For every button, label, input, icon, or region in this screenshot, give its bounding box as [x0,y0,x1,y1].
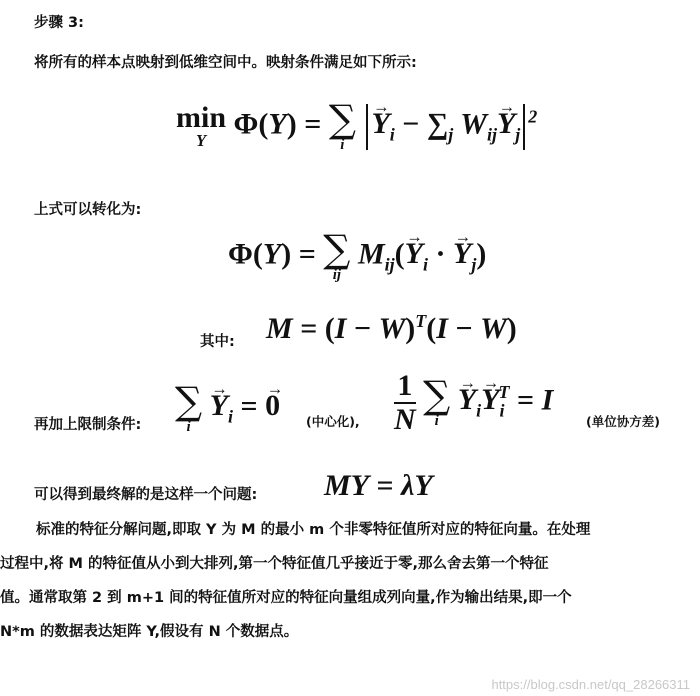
transform-note: 上式可以转化为: [34,202,142,218]
equation-unit-covariance: $\frac{1}{N}$ ∑ i → $Y_i\to Y_i^T = I$ [394,370,553,435]
final-problem-label: 可以得到最终解的是这样一个问题: [34,487,258,503]
equation-objective: min Y Φ(Y) = ∑ i → $Y_i - \sum_j$ $W_{ij}\to Y_j^2$ [176,100,537,153]
equation-m-definition: $M = (I - W)^T(I - W)$ [266,311,517,345]
center-note: (中心化), [306,414,360,429]
equation-transformed: Φ(Y) = ∑ ij $M_{ij}(\to Y_i$ · → $Y_j$) [228,230,486,283]
unit-cov-note: (单位协方差) [586,414,660,429]
constraint-label: 再加上限制条件: [34,417,142,433]
paragraph-line: N*m 的数据表达矩阵 Y,假设有 N 个数据点。 [0,624,299,640]
watermark-url: https://blog.csdn.net/qq_28266311 [491,677,690,692]
where-label: 其中: [200,334,235,350]
paragraph-line: 标准的特征分解问题,即取 Y 为 M 的最小 m 个非零特征值所对应的特征向量。在处理 [36,522,591,538]
equation-centering: ∑ i → $Y_i$ = → 0 [175,382,280,435]
explanation-paragraph [0,513,700,649]
paragraph-line: 过程中,将 M 的特征值从小到大排列,第一个特征值几乎接近于零,那么舍去第一个特征 [0,556,549,572]
paragraph-line: 值。通常取第 2 到 m+1 间的特征值所对应的特征向量组成列向量,作为输出结果,即一个 [0,590,572,606]
intro-text: 将所有的样本点映射到低维空间中。映射条件满足如下所示: [34,55,417,71]
equation-eigenproblem: MY = λY [324,469,433,502]
step-title: 步骤 3: [34,15,84,31]
